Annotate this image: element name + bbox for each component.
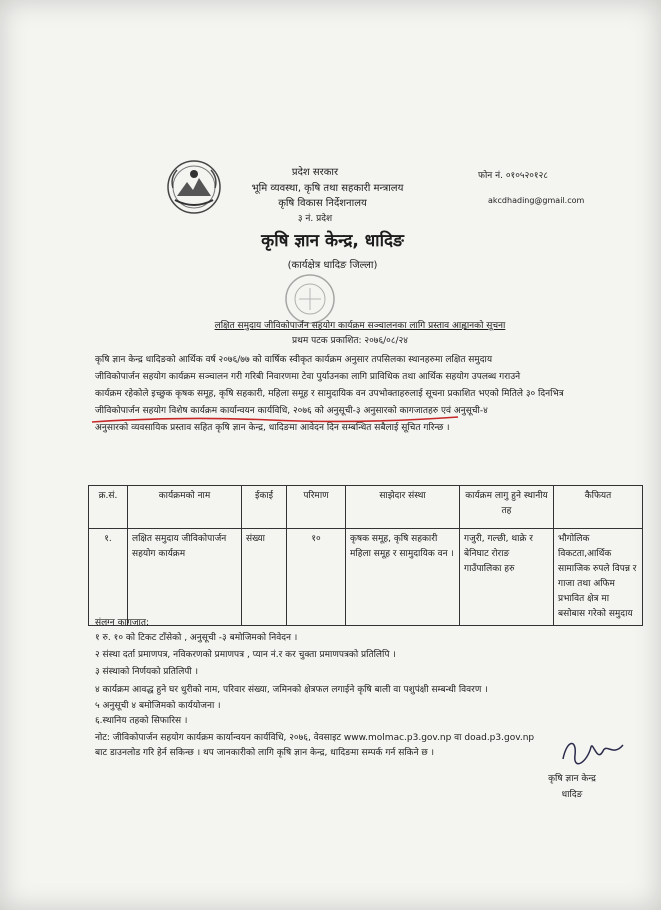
col-header-remarks: कैफियत <box>554 486 643 529</box>
enclosures-heading: संलग्न कागजात: <box>95 618 150 628</box>
enclosure-item: १ रु. १० को टिकट टाँसेको , अनुसूची -३ बमोजिमको निवेदन । <box>95 633 298 643</box>
col-header-program: कार्यक्रमको नाम <box>128 486 242 529</box>
col-header-local-level: कार्यक्रम लागु हुने स्थानीय तह <box>460 486 554 529</box>
cell-local-level: गजुरी, गल्छी, थाक्रे र बेनिघाट रोराङ गाउँपालिका हरु <box>460 529 554 626</box>
red-underline-mark <box>90 412 460 426</box>
enclosure-item: ५ अनुसूची ४ बमोजिमको कार्ययोजना । <box>95 701 221 711</box>
cell-sn: १. <box>89 529 128 626</box>
phone-number: फोन नं. ०१०५२०१२८ <box>478 171 548 181</box>
cell-remarks: भौगोलिक विकटता,आर्थिक सामाजिक रुपले विपन्न र गाजा तथा अफिम प्रभावित क्षेत्र मा बसोबास गरेको समुदाय <box>554 529 643 626</box>
enclosure-item: ६.स्थानिय तहको सिफारिस । <box>95 716 188 726</box>
table-row <box>89 529 643 626</box>
header-line-directorate: कृषि विकास निर्देशनालय <box>278 198 367 209</box>
handwritten-signature-icon <box>557 733 627 769</box>
office-name: कृषि ज्ञान केन्द्र, धादिङ <box>261 231 404 251</box>
enclosure-item: ४ कार्यक्रम आवद्ध हुने घर धुरीको नाम, परिवार संख्या, जमिनको क्षेत्रफल लगाईने कृषि बाली वा पशुपंक्षी सम्बन्धी विवरण । <box>95 685 488 695</box>
cell-program: लक्षित समुदाय जीविकोपार्जन सहयोग कार्यक्रम <box>128 529 242 626</box>
header-line-province: ३ नं. प्रदेश <box>297 214 333 224</box>
notice-title: लक्षित समुदाय जीविकोपार्जन सहयोग कार्यक्रम सञ्चालनका लागि प्रस्ताव आह्वानको सूचना <box>214 321 506 331</box>
office-area: (कार्यक्षेत्र धादिङ जिल्ला) <box>287 260 378 271</box>
col-header-unit: ईकाई <box>242 486 287 529</box>
program-table <box>88 485 643 626</box>
table-header-row <box>89 486 643 529</box>
notice-body-line-2: जीविकोपार्जन सहयोग कार्यक्रम सञ्चालन गरी गरिबी निवारणमा टेवा पुर्याउनका लागि प्राविधिक तथा आर्थिक सहयोग उपलब्ध गराउने <box>95 372 521 382</box>
signature-office: कृषि ज्ञान केन्द्र <box>548 774 596 784</box>
office-stamp-icon <box>283 272 337 326</box>
note-line-2: बाट डाउनलोड गरि हेर्न सकिन्छ । थप जानकारीको लागि कृषि ज्ञान केन्द्र, धादिङमा सम्पर्क गर्न सकिने छ । <box>95 748 435 758</box>
notice-body-line-5: अनुसारको व्यवसायिक प्रस्ताव सहित कृषि ज्ञान केन्द्र, धादिङमा आवेदन दिन सम्बन्धित सबैलाई सूचित गरिन्छ । <box>95 423 450 433</box>
header-line-govt: प्रदेश सरकार <box>291 167 339 178</box>
cell-partner: कृषक समूह, कृषि सहकारी महिला समूह र सामुदायिक वन । <box>346 529 460 626</box>
note-line-1: नोट: जीविकोपार्जन सहयोग कार्यक्रम कार्यान्वयन कार्यविधि, २०७६, वेवसाइट www.molmac.p3.gov.np वा doad.p3.gov.np <box>95 733 535 743</box>
publish-date: प्रथम पटक प्रकाशित: २०७६/०८/२४ <box>292 336 408 346</box>
enclosure-item: ३ संस्थाको निर्णयको प्रतिलिपी । <box>95 667 199 677</box>
cell-unit: संख्या <box>242 529 287 626</box>
header-line-ministry: भूमि व्यवस्था, कृषि तथा सहकारी मन्त्रालय <box>251 183 404 194</box>
signature-district: धादिङ <box>561 790 583 800</box>
notice-body-line-4: जीविकोपार्जन सहयोग विशेष कार्यक्रम कार्यान्वयन कार्यविधि, २०७६ को अनुसूची-३ अनुसारको कागजातहरु एवं अनुसूची-४ <box>95 406 488 416</box>
col-header-qty: परिमाण <box>287 486 346 529</box>
col-header-partner: साझेदार संस्था <box>346 486 460 529</box>
notice-body-line-1: कृषि ज्ञान केन्द्र धादिङको आर्थिक वर्ष २०७६/७७ को वार्षिक स्वीकृत कार्यक्रम अनुसार तपसिलका स्थानहरुमा लक्षित समुदाय <box>95 355 493 365</box>
email-address: akcdhading@gmail.com <box>488 196 585 205</box>
notice-body-line-3: कार्यक्रम रहेकोले इच्छुक कृषक समूह, कृषि सहकारी, महिला समूह र सामुदायिक वन उपभोक्ताहरुलाई सूचना प्रकाशित भएको मितिले ३० दिनभित्र <box>95 389 564 399</box>
cell-qty: १० <box>287 529 346 626</box>
enclosure-item: २ संस्था दर्ता प्रमाणपत्र, नविकरणको प्रमाणपत्र , प्यान नं.र कर चुक्ता प्रमाणपत्रको प्रतिलिपि । <box>95 650 396 660</box>
col-header-sn: क्र.सं. <box>89 486 128 529</box>
